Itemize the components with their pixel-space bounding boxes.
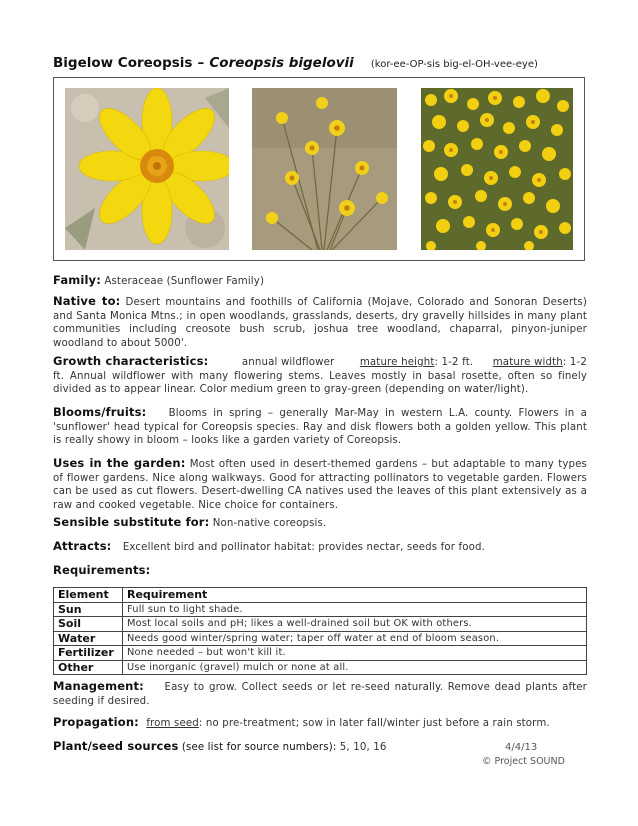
requirement-cell: Needs good winter/spring water; taper off water at end of bloom season.: [123, 631, 587, 646]
footer-copyright: © Project SOUND: [482, 756, 565, 767]
growth-label: Growth characteristics:: [53, 354, 209, 368]
native-label: Native to:: [53, 294, 121, 308]
growth-section: [53, 355, 587, 397]
page-title: [53, 52, 593, 71]
family-section: [53, 274, 587, 289]
element-cell: Fertilizer: [54, 646, 123, 661]
uses-text: Most often used in desert-themed gardens – but adaptable to many types of flower gardens. Nice along walkways. Good for attracting pollinators to vegetable garden. Flowers can be used as cut flowers. Desert-dwelling CA natives used the leaves of this plant extensively as a raw and cooked vegetable. Nice choice for containers.: [53, 459, 588, 511]
requirements-heading: [53, 564, 587, 579]
table-row: [54, 617, 587, 632]
table-row: [54, 646, 587, 661]
propagation-text: : no pre-treatment; sow in later fall/winter just before a rain storm.: [198, 718, 550, 729]
element-header: Element: [54, 588, 123, 603]
wildflower-field-photo: [421, 88, 573, 250]
management-label: Management:: [53, 679, 144, 693]
mature-height-label: mature height: [359, 357, 435, 368]
table-row: [54, 631, 587, 646]
table-header-row: [54, 588, 587, 603]
management-section: [53, 680, 587, 708]
pronunciation: (kor-ee-OP-sis big-el-OH-vee-eye): [370, 59, 538, 70]
growth-text: Annual wildflower with many flowering stems. Leaves mostly in basal rosette, often so finely divided as to appear linear. Color medium green to gray-green (depending on water/light).: [53, 370, 588, 396]
sources-label: Plant/seed sources: [53, 739, 179, 753]
sources-section: [53, 740, 493, 755]
scientific-name: Coreopsis bigelovii: [209, 55, 354, 71]
sources-numbers: 5, 10, 16: [339, 742, 387, 753]
requirements-table: [53, 587, 587, 675]
requirement-cell: Use inorganic (gravel) mulch or none at all.: [123, 660, 587, 675]
mature-width-label: mature width: [492, 357, 563, 368]
propagation-section: [53, 716, 587, 731]
table-row: [54, 660, 587, 675]
native-section: [53, 295, 587, 350]
attracts-text: Excellent bird and pollinator habitat: provides nectar, seeds for food.: [122, 542, 486, 553]
mature-width-value: : 1-2 ft.: [53, 357, 587, 382]
requirement-cell: Most local soils and pH; likes a well-drained soil but OK with others.: [123, 617, 587, 632]
propagation-label: Propagation:: [53, 715, 139, 729]
propagation-method: from seed: [146, 718, 199, 729]
substitute-text: Non-native coreopsis.: [212, 518, 327, 529]
blooms-section: [53, 406, 587, 448]
element-cell: Sun: [54, 602, 123, 617]
requirement-cell: Full sun to light shade.: [123, 602, 587, 617]
requirements-label: Requirements:: [53, 563, 151, 577]
management-text: Easy to grow. Collect seeds or let re-seed naturally. Remove dead plants after seeding if desired.: [53, 682, 588, 707]
substitute-label: Sensible substitute for:: [53, 515, 210, 529]
flower-closeup-photo: [65, 88, 229, 250]
plant-habit-photo: [252, 88, 397, 250]
family-label: Family:: [53, 273, 101, 287]
mature-height-value: : 1-2 ft.: [434, 357, 474, 368]
growth-type: annual wildflower: [241, 357, 335, 368]
element-cell: Other: [54, 660, 123, 675]
uses-label: Uses in the garden:: [53, 456, 186, 470]
element-cell: Water: [54, 631, 123, 646]
footer-date: 4/4/13: [505, 742, 538, 753]
element-cell: Soil: [54, 617, 123, 632]
uses-section: [53, 457, 587, 512]
requirement-header: Requirement: [123, 588, 587, 603]
common-name: Bigelow Coreopsis: [53, 55, 193, 71]
title-dash: –: [197, 55, 205, 71]
blooms-label: Blooms/fruits:: [53, 405, 147, 419]
native-text: Desert mountains and foothills of California (Mojave, Colorado and Sonoran Deserts) and Santa Monica Mtns.; in open woodlands, grasslands, deserts, dry gravelly hillsides in many plant communities including creosote bush scrub, joshua tree woodland, chaparral, pinyon-juniper woodland to about 5000'.: [53, 297, 587, 349]
table-row: [54, 602, 587, 617]
substitute-section: [53, 516, 587, 531]
requirement-cell: None needed – but won't kill it.: [123, 646, 587, 661]
attracts-label: Attracts:: [53, 539, 112, 553]
attracts-section: [53, 540, 587, 555]
photo-strip: [53, 77, 585, 261]
sources-note: (see list for source numbers):: [181, 742, 337, 753]
family-text: Asteraceae (Sunflower Family): [104, 276, 265, 287]
blooms-text: Blooms in spring – generally Mar-May in western L.A. county. Flowers in a 'sunflower' head typical for Coreopsis species. Ray and disk flowers both a golden yellow. This plant is really showy in bloom – looks like a garden variety of Coreopsis.: [53, 408, 587, 447]
